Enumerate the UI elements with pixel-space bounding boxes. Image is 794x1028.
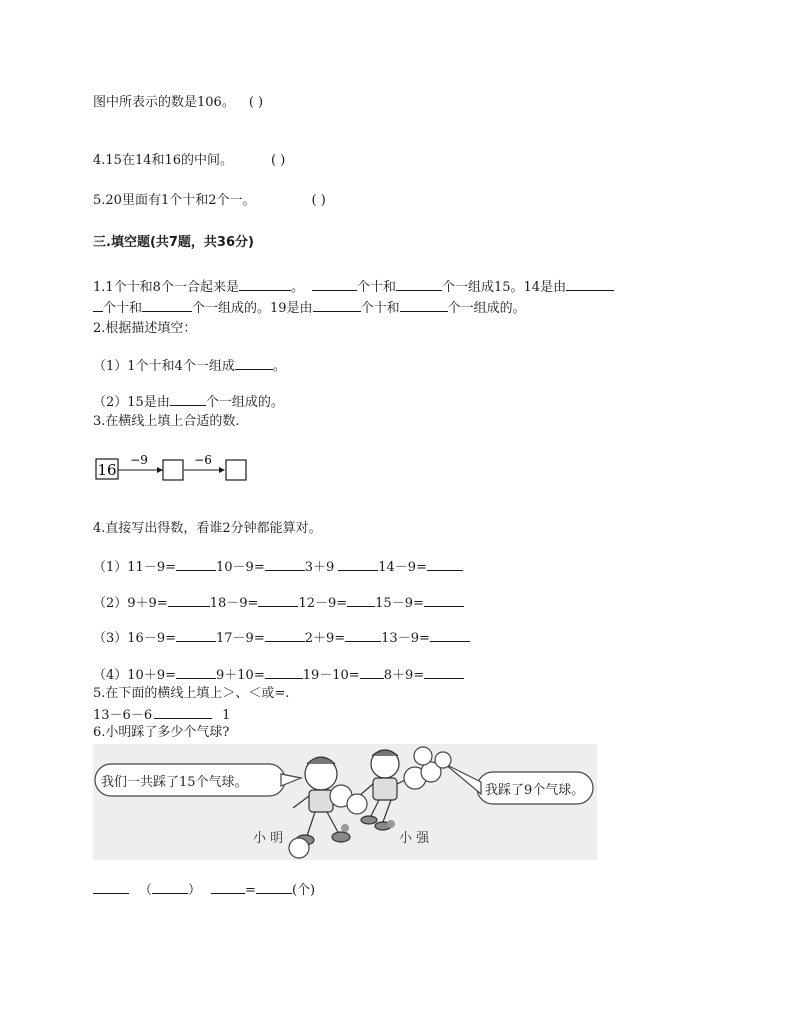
expr: 12－9= bbox=[298, 596, 348, 611]
balloon bbox=[347, 794, 367, 814]
expr: 15－9= bbox=[375, 596, 424, 611]
expr: 13－9= bbox=[381, 631, 430, 646]
blank[interactable] bbox=[265, 628, 305, 642]
blank-number-2[interactable] bbox=[211, 880, 245, 894]
op-2: −6 bbox=[194, 453, 212, 467]
blank[interactable] bbox=[313, 298, 361, 312]
expr: 10＋9= bbox=[127, 668, 176, 683]
row-label: （4） bbox=[93, 668, 128, 683]
judge-text: 图中所表示的数是106。 bbox=[93, 95, 235, 110]
calc-row-2 bbox=[93, 593, 464, 613]
blank[interactable] bbox=[235, 356, 273, 370]
fill-item-2-title: 2.根据描述填空： bbox=[93, 321, 197, 336]
arrow-2-head bbox=[219, 467, 225, 473]
blank[interactable] bbox=[176, 665, 216, 679]
fill-item-1-line2 bbox=[93, 298, 526, 318]
fill-item-5-title: 5.在下面的横线上填上＞、＜或=. bbox=[93, 686, 290, 701]
blank[interactable] bbox=[396, 277, 442, 291]
blank[interactable] bbox=[258, 593, 298, 607]
text: 个十和 bbox=[360, 301, 400, 316]
blank-result[interactable] bbox=[256, 880, 292, 894]
section-title: 三.填空题(共7题，共36分) bbox=[93, 235, 254, 250]
row-label: （1） bbox=[93, 560, 128, 575]
judge-text: 5.20里面有1个十和2个一。 bbox=[93, 193, 256, 208]
equation-row bbox=[93, 880, 315, 900]
calc-row-4 bbox=[93, 665, 464, 685]
expr: 9＋9= bbox=[127, 596, 168, 611]
text: （2）15是由 bbox=[93, 395, 170, 410]
fill-item-2-sub2 bbox=[93, 392, 284, 412]
expr: 17－9= bbox=[216, 631, 265, 646]
illustration-svg bbox=[93, 744, 597, 860]
start-number: 16 bbox=[97, 461, 117, 479]
text: 个十和 bbox=[103, 301, 143, 316]
row-label: （3） bbox=[93, 631, 128, 646]
blank[interactable] bbox=[93, 298, 103, 312]
blank[interactable] bbox=[154, 705, 212, 719]
answer-box-1[interactable] bbox=[163, 460, 183, 480]
text: 。 bbox=[272, 359, 286, 374]
answer-paren[interactable]: ( ) bbox=[311, 193, 326, 208]
text: 个一组成的。19是由 bbox=[192, 301, 313, 316]
blank-number-1[interactable] bbox=[93, 880, 129, 894]
answer-paren[interactable]: ( ) bbox=[248, 95, 264, 110]
expr: 1 bbox=[222, 708, 231, 723]
blank[interactable] bbox=[170, 392, 206, 406]
arrow-1-head bbox=[157, 467, 163, 473]
expr: 19－10= bbox=[302, 668, 360, 683]
blank[interactable] bbox=[142, 298, 192, 312]
name-label-xiaoqiang: 小 强 bbox=[399, 831, 430, 846]
blank[interactable] bbox=[265, 557, 305, 571]
fill-item-2-sub1 bbox=[93, 356, 286, 376]
blank[interactable] bbox=[312, 277, 357, 291]
equals-sign: = bbox=[245, 883, 256, 898]
expr: 8＋9= bbox=[383, 668, 425, 683]
expr: 10－9= bbox=[216, 560, 265, 575]
expr: 3＋9 bbox=[304, 560, 335, 575]
text: （1）1个十和4个一组成 bbox=[93, 359, 235, 374]
compare-row bbox=[93, 705, 230, 725]
name-label-xiaoming: 小 明 bbox=[253, 831, 284, 846]
expr: 14－9= bbox=[378, 560, 427, 575]
arrow-diagram bbox=[95, 452, 265, 484]
expr: 11－9= bbox=[127, 560, 176, 575]
popped-balloon bbox=[387, 820, 395, 828]
blank[interactable] bbox=[176, 628, 216, 642]
balloon bbox=[289, 838, 309, 858]
expr: 2＋9= bbox=[304, 631, 346, 646]
judge-item-5 bbox=[93, 192, 326, 210]
bubble-tail-right bbox=[445, 764, 481, 794]
text: 1.1个十和8个一合起来是 bbox=[93, 280, 239, 295]
fill-item-3-title: 3.在横线上填上合适的数. bbox=[93, 414, 240, 429]
blank[interactable] bbox=[430, 628, 470, 642]
blank[interactable] bbox=[168, 593, 210, 607]
boy-xiaoqiang-figure bbox=[359, 750, 413, 830]
blank[interactable] bbox=[265, 665, 303, 679]
blank-operator[interactable] bbox=[152, 880, 188, 894]
blank[interactable] bbox=[360, 665, 384, 679]
text: 个一组成的。 bbox=[205, 395, 284, 410]
blank[interactable] bbox=[176, 557, 216, 571]
blank[interactable] bbox=[338, 557, 378, 571]
blank[interactable] bbox=[566, 277, 614, 291]
op-1: −9 bbox=[130, 453, 148, 467]
expr: 16－9= bbox=[127, 631, 176, 646]
paren-open: （ bbox=[139, 883, 153, 898]
blank[interactable] bbox=[424, 665, 464, 679]
popped-balloon bbox=[341, 824, 349, 832]
bubble-tail-left bbox=[281, 774, 301, 786]
judge-item-prev bbox=[93, 94, 263, 112]
blank[interactable] bbox=[427, 557, 463, 571]
fill-item-1-line1 bbox=[93, 277, 614, 297]
balloon bbox=[414, 747, 432, 765]
fill-item-4-title: 4.直接写出得数，看谁2分钟都能算对。 bbox=[93, 521, 322, 536]
text: 个一组成15。14是由 bbox=[441, 280, 567, 295]
row-label: （2） bbox=[93, 596, 128, 611]
expr: 9＋10= bbox=[216, 668, 265, 683]
text: 。 bbox=[290, 280, 304, 295]
text: 个一组成的。 bbox=[447, 301, 526, 316]
blank[interactable] bbox=[400, 298, 448, 312]
judge-item-4 bbox=[93, 152, 285, 170]
answer-box-2[interactable] bbox=[226, 460, 246, 480]
blank[interactable] bbox=[239, 277, 291, 291]
bubble-text-right: 我踩了9个气球。 bbox=[485, 783, 585, 798]
bubble-text-left: 我们一共踩了15个气球。 bbox=[101, 775, 248, 790]
blank[interactable] bbox=[347, 593, 375, 607]
text: 个十和 bbox=[356, 280, 396, 295]
calc-row-1 bbox=[93, 557, 463, 577]
paren-close: ） bbox=[188, 883, 202, 898]
expr: 18－9= bbox=[209, 596, 259, 611]
unit-label: (个) bbox=[291, 883, 316, 898]
judge-text: 4.15在14和16的中间。 bbox=[93, 153, 234, 168]
fill-item-6-title: 6.小明踩了多少个气球? bbox=[93, 725, 230, 740]
balloon-illustration bbox=[93, 744, 597, 860]
calc-row-3 bbox=[93, 628, 470, 648]
blank[interactable] bbox=[345, 628, 381, 642]
expr: 13－6－6 bbox=[93, 708, 153, 723]
blank[interactable] bbox=[424, 593, 464, 607]
balloon bbox=[435, 752, 451, 768]
answer-paren[interactable]: ( ) bbox=[271, 153, 286, 168]
arrow-chain bbox=[95, 452, 265, 484]
